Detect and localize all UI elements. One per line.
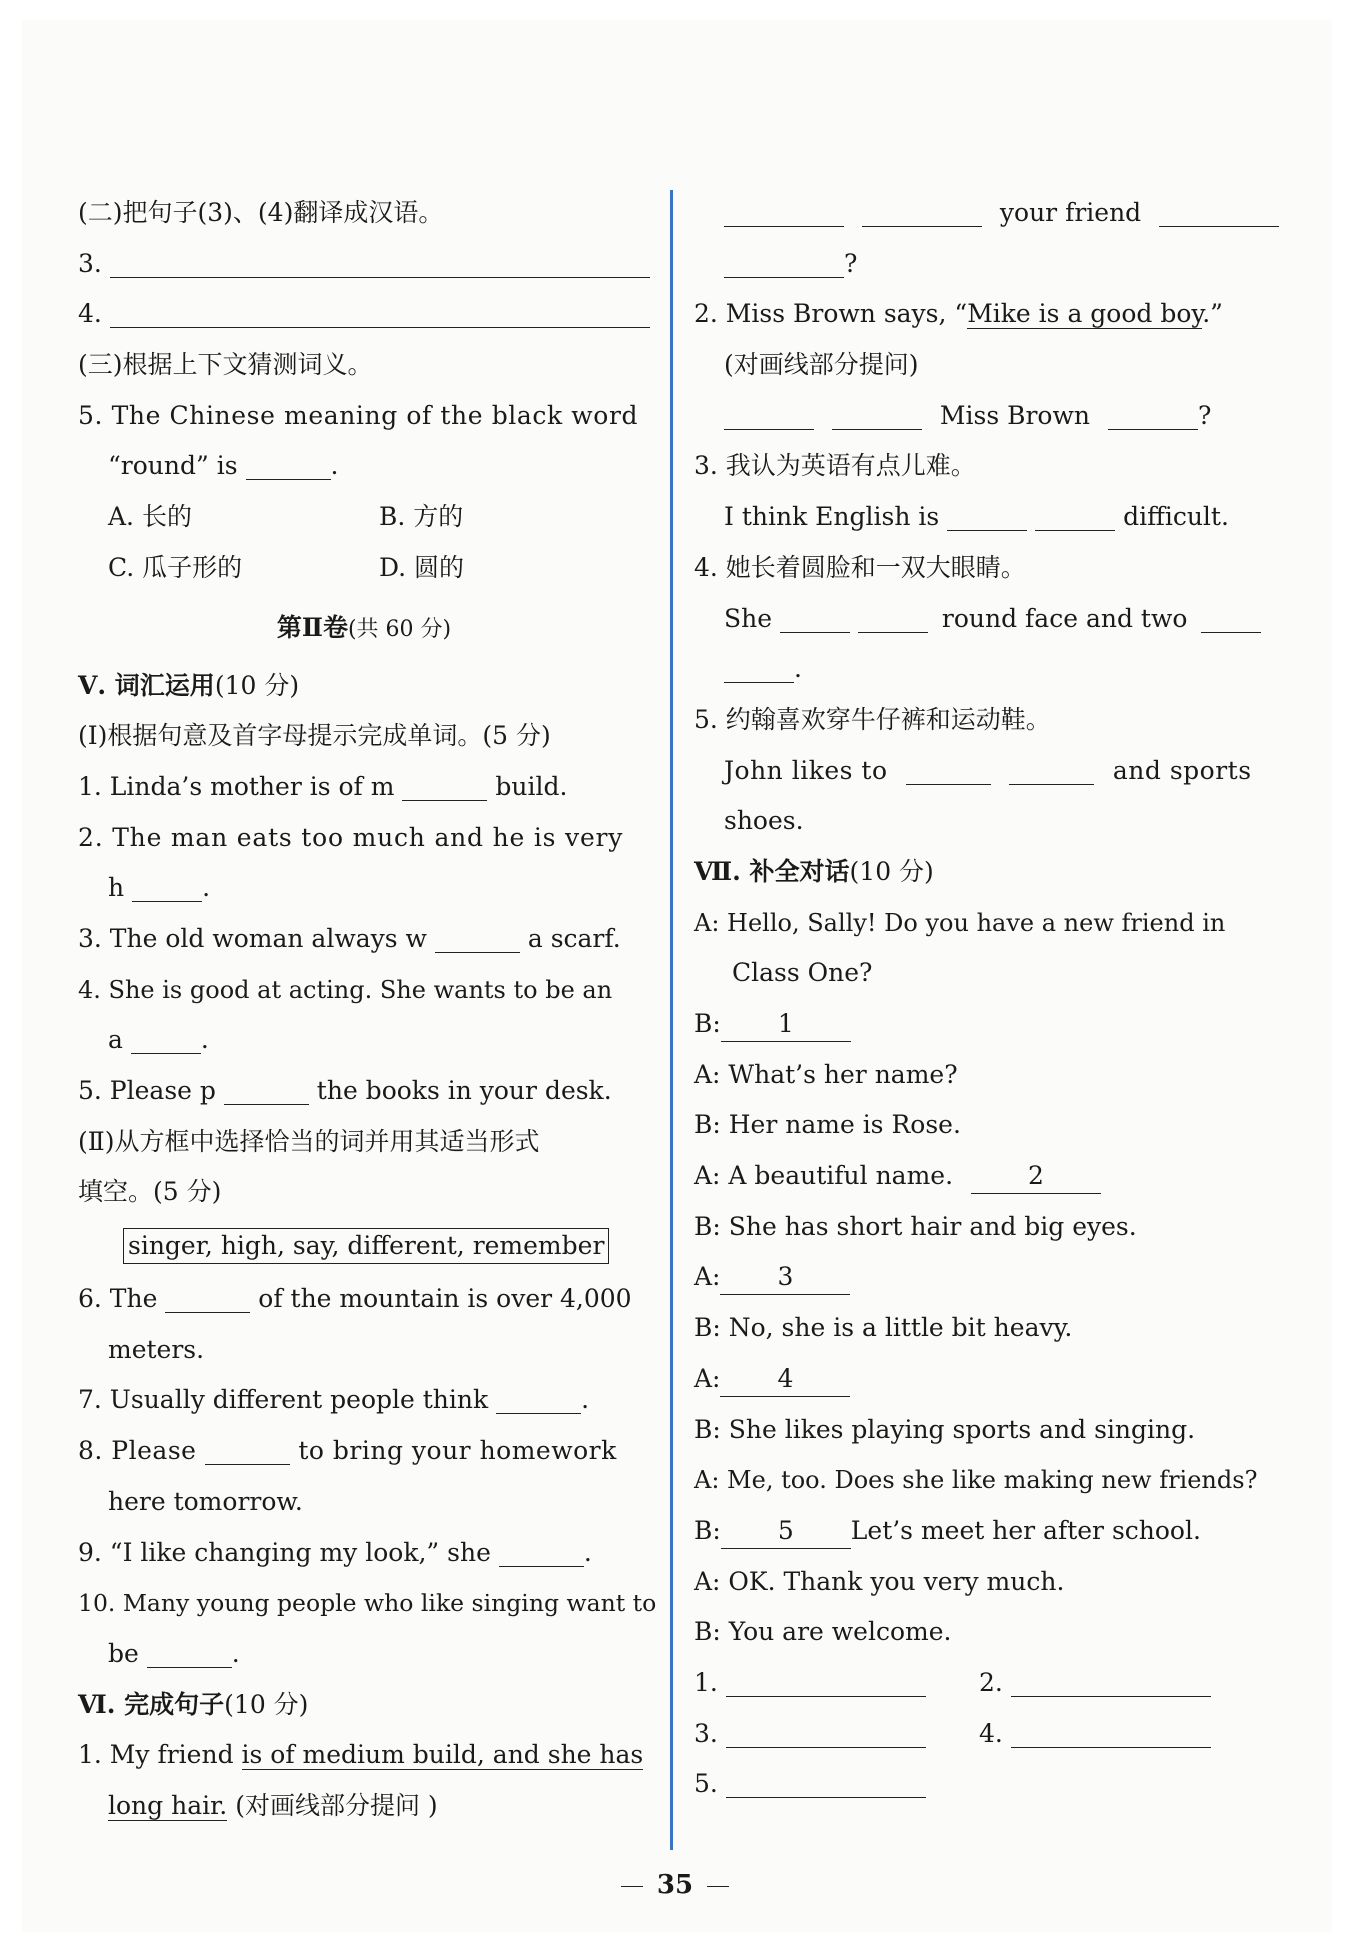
answer-blank[interactable] xyxy=(858,602,928,633)
dialog-line-2: B: 1 xyxy=(694,999,1264,1050)
answer-blank[interactable] xyxy=(1108,399,1198,430)
dialog-line-1b: Class One? xyxy=(732,958,873,988)
answer-blank[interactable] xyxy=(724,652,794,683)
answer-blank[interactable] xyxy=(110,247,650,278)
vocab-3: 3. The old woman always w a scarf. xyxy=(78,923,621,953)
dialog-line-14: B: You are welcome. xyxy=(694,1617,952,1647)
sentence-4-answer: She round face and two xyxy=(694,594,1264,645)
vocab-6-line2: meters. xyxy=(108,1334,205,1364)
section-vi-title: Ⅵ. 完成句子(10 分) xyxy=(78,1689,309,1719)
word-box: singer, high, say, different, remember xyxy=(123,1228,609,1264)
answer-blank[interactable] xyxy=(224,1074,309,1105)
sentence-3-answer: I think English is difficult. xyxy=(724,502,1229,532)
answer-blank[interactable] xyxy=(1035,500,1115,531)
answer-blank[interactable] xyxy=(726,1666,926,1697)
vocab-8-line2: here tomorrow. xyxy=(108,1486,303,1516)
sentence-2-line1: 2. Miss Brown says, “Mike is a good boy.” xyxy=(694,299,1223,329)
column-divider xyxy=(670,190,673,1850)
answer-blank[interactable] xyxy=(726,1767,926,1798)
page-footer xyxy=(0,1870,1350,1900)
answer-row-2: 3. 4. xyxy=(694,1709,1264,1760)
section-v-part-2-line2: 填空。(5 分) xyxy=(78,1177,222,1207)
dialog-line-12: B: 5 Let’s meet her after school. xyxy=(694,1506,1264,1557)
answer-blank[interactable] xyxy=(1159,196,1279,227)
sentence-1-answer-line2: ? xyxy=(694,239,1264,290)
page-number: 35 xyxy=(656,1870,694,1900)
vocab-2-line2: h . xyxy=(108,873,211,903)
answer-row-1: 1. 2. xyxy=(694,1658,1264,1709)
word-box-row xyxy=(78,1218,650,1274)
dialog-blank-4[interactable]: 4 xyxy=(720,1362,850,1397)
dialog-line-5: A: A beautiful name. 2 xyxy=(694,1151,1264,1202)
dialog-line-10: B: She likes playing sports and singing. xyxy=(694,1414,1196,1444)
sentence-1-line2: long hair. (对画线部分提问 ) xyxy=(108,1790,438,1820)
option-d[interactable]: D. 圆的 xyxy=(379,552,465,582)
dialog-blank-5[interactable]: 5 xyxy=(721,1514,851,1549)
vocab-10-line1: 10. Many young people who like singing want to xyxy=(78,1589,657,1618)
section-v-part-2-line1: (Ⅱ)从方框中选择恰当的词并用其适当形式 xyxy=(78,1126,540,1156)
dialog-line-11: A: Me, too. Does she like making new friends? xyxy=(694,1466,1258,1495)
sentence-5-answer: John likes to and sports xyxy=(724,755,1252,785)
answer-blank[interactable] xyxy=(832,399,922,430)
footer-dash-left xyxy=(621,1886,643,1887)
answer-blank[interactable] xyxy=(1011,1717,1211,1748)
sentence-1-line1: 1. My friend is of medium build, and she has xyxy=(78,1740,644,1770)
dialog-line-1: A: Hello, Sally! Do you have a new friend in xyxy=(694,908,1226,937)
question-5-line1: 5. The Chinese meaning of the black word xyxy=(78,400,639,430)
answer-blank[interactable] xyxy=(1009,754,1094,785)
underlined-phrase: long hair. xyxy=(108,1790,228,1820)
vocab-2-line1: 2. The man eats too much and he is very xyxy=(78,822,624,852)
answer-blank[interactable] xyxy=(499,1536,584,1567)
option-c[interactable]: C. 瓜子形的 xyxy=(108,552,243,582)
vocab-7: 7. Usually different people think . xyxy=(78,1385,590,1415)
dialog-line-3: A: What’s her name? xyxy=(694,1059,958,1089)
section-3-title: (三)根据上下文猜测词义。 xyxy=(78,350,373,380)
answer-blank[interactable] xyxy=(132,871,202,902)
vocab-5: 5. Please p the books in your desk. xyxy=(78,1076,612,1105)
section-2-title: (二)把句子(3)、(4)翻译成汉语。 xyxy=(78,198,444,227)
question-3: 3. xyxy=(78,239,650,290)
footer-dash-right xyxy=(707,1886,729,1887)
answer-blank[interactable] xyxy=(246,449,331,480)
options-row-1 xyxy=(78,492,650,543)
answer-blank[interactable] xyxy=(110,297,650,328)
dialog-line-8: B: No, she is a little bit heavy. xyxy=(694,1313,1073,1343)
underlined-phrase: Mike is a good boy xyxy=(967,299,1203,329)
answer-blank[interactable] xyxy=(726,1717,926,1748)
answer-blank[interactable] xyxy=(906,754,991,785)
answer-blank[interactable] xyxy=(780,602,850,633)
vocab-4-line1: 4. She is good at acting. She wants to be an xyxy=(78,975,613,1004)
section-v-part-1: (Ⅰ)根据句意及首字母提示完成单词。(5 分) xyxy=(78,721,551,751)
part-2-heading: 第Ⅱ卷(共 60 分) xyxy=(276,612,452,642)
vocab-4-line2: a . xyxy=(108,1025,209,1055)
dialog-line-6: B: She has short hair and big eyes. xyxy=(694,1211,1137,1241)
answer-blank[interactable] xyxy=(1201,602,1261,633)
answer-row-3: 5. xyxy=(694,1759,1264,1810)
answer-blank[interactable] xyxy=(147,1637,232,1668)
answer-blank[interactable] xyxy=(724,399,814,430)
option-a[interactable]: A. 长的 xyxy=(108,502,192,532)
answer-blank[interactable] xyxy=(724,247,844,278)
left-column xyxy=(78,188,657,1832)
answer-blank[interactable] xyxy=(131,1023,201,1054)
sentence-2-note: (对画线部分提问) xyxy=(724,350,919,380)
vocab-10-line2: be . xyxy=(108,1638,240,1668)
dialog-line-9: A: 4 xyxy=(694,1354,1264,1405)
dialog-blank-3[interactable]: 3 xyxy=(720,1260,850,1295)
sentence-1-answer-line1: your friend xyxy=(694,188,1264,239)
vocab-1: 1. Linda’s mother is of m build. xyxy=(78,771,568,801)
answer-blank[interactable] xyxy=(205,1434,290,1465)
answer-blank[interactable] xyxy=(947,500,1027,531)
answer-blank[interactable] xyxy=(862,196,982,227)
sentence-2-answer: Miss Brown ? xyxy=(694,391,1264,442)
dialog-line-13: A: OK. Thank you very much. xyxy=(694,1566,1065,1596)
dialog-line-7: A: 3 xyxy=(694,1252,1264,1303)
sentence-4-answer-line2: . xyxy=(694,644,1264,695)
dialog-blank-2[interactable]: 2 xyxy=(971,1159,1101,1194)
sentence-5-answer-line2: shoes. xyxy=(724,806,804,836)
sentence-4-chinese: 4. 她长着圆脸和一双大眼睛。 xyxy=(694,552,1026,582)
sentence-3-chinese: 3. 我认为英语有点儿难。 xyxy=(694,451,976,481)
section-vii-title: Ⅶ. 补全对话(10 分) xyxy=(694,856,934,886)
dialog-blank-1[interactable]: 1 xyxy=(721,1007,851,1042)
answer-blank[interactable] xyxy=(724,196,844,227)
right-column xyxy=(694,188,1264,1810)
option-b[interactable]: B. 方的 xyxy=(379,502,464,532)
question-5-line2: “round” is . xyxy=(108,451,339,481)
answer-blank[interactable] xyxy=(496,1383,581,1414)
answer-blank[interactable] xyxy=(402,770,487,801)
underlined-phrase: is of medium build, and she has xyxy=(241,1740,644,1770)
question-4: 4. xyxy=(78,289,650,340)
dialog-line-4: B: Her name is Rose. xyxy=(694,1110,961,1140)
section-v-title: Ⅴ. 词汇运用(10 分) xyxy=(78,670,300,700)
vocab-9: 9. “I like changing my look,” she . xyxy=(78,1537,592,1567)
sentence-5-chinese: 5. 约翰喜欢穿牛仔裤和运动鞋。 xyxy=(694,704,1051,734)
vocab-6: 6. The of the mountain is over 4,000 xyxy=(78,1284,632,1314)
answer-blank[interactable] xyxy=(1011,1666,1211,1697)
answer-blank[interactable] xyxy=(435,922,520,953)
vocab-8: 8. Please to bring your homework xyxy=(78,1436,617,1466)
answer-blank[interactable] xyxy=(165,1282,250,1313)
options-row-2 xyxy=(78,543,650,594)
